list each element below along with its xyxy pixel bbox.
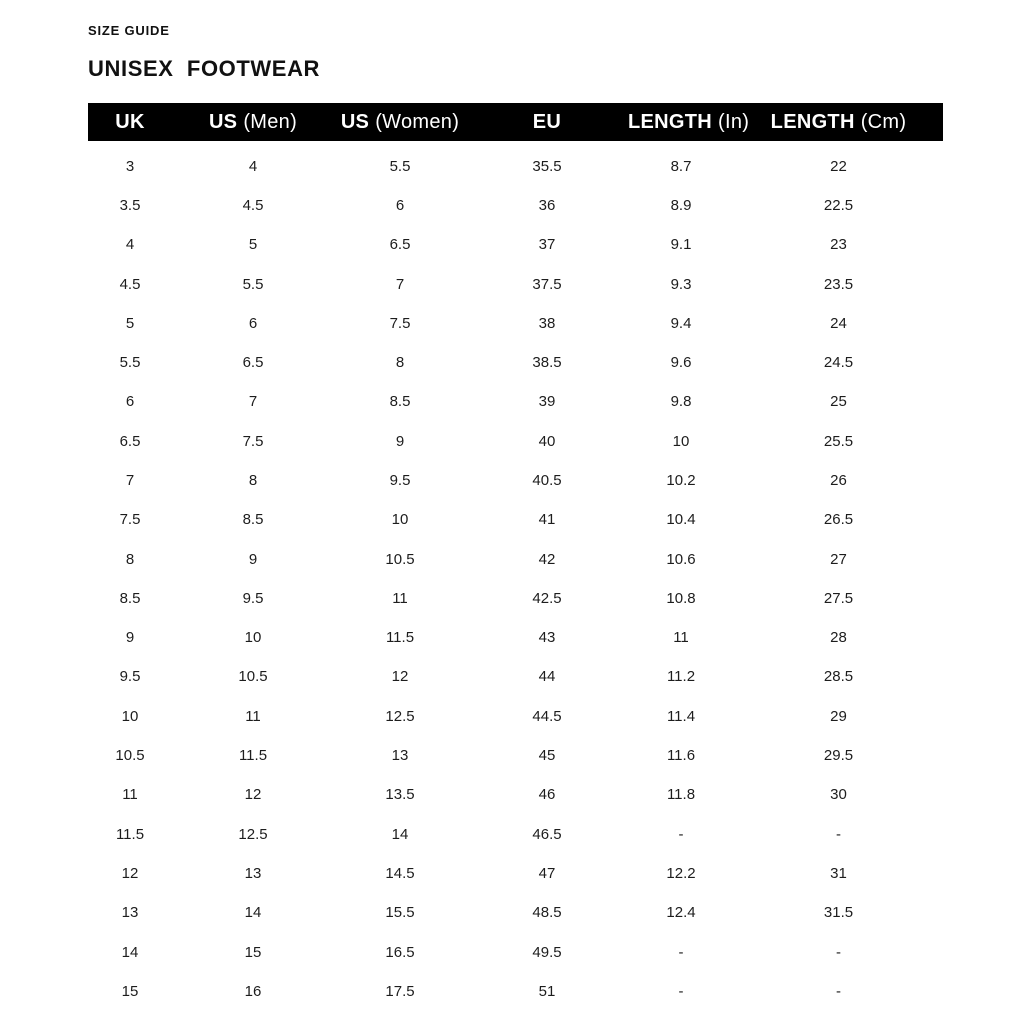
- column-header-length-cm-label: LENGTH: [770, 110, 855, 133]
- table-row: [88, 146, 943, 185]
- table-cell: 14: [121, 943, 139, 961]
- table-cell: 7: [395, 275, 405, 293]
- table-cell: 36: [538, 196, 556, 214]
- table-row: [88, 618, 943, 657]
- table-row: [88, 304, 943, 343]
- column-header-uk-label: UK: [115, 110, 145, 133]
- table-cell: 51: [538, 982, 556, 1000]
- table-cell: 28: [830, 629, 847, 647]
- column-header-us-men-suffix: (Men): [243, 110, 298, 133]
- table-cell: 8.5: [242, 511, 264, 529]
- table-cell: 23: [830, 236, 847, 254]
- table-cell: 11.6: [666, 747, 696, 765]
- table-cell: 24.5: [823, 354, 854, 372]
- table-cell: 12: [391, 668, 409, 686]
- table-row: [88, 382, 943, 421]
- table-cell: 22.5: [823, 196, 854, 214]
- table-row: [88, 697, 943, 736]
- table-row: [88, 343, 943, 382]
- table-cell: 6: [395, 196, 405, 214]
- table-cell: 12.5: [238, 825, 268, 843]
- table-cell: 5: [248, 236, 258, 254]
- column-header-us-men-label: US: [208, 110, 238, 133]
- table-cell: -: [678, 982, 684, 1000]
- table-cell: 39: [538, 393, 556, 411]
- table-cell: -: [836, 943, 841, 961]
- table-row: [88, 854, 943, 893]
- table-cell: 6: [125, 393, 135, 411]
- table-cell: 29.5: [823, 747, 854, 765]
- table-cell: 10.4: [666, 511, 696, 529]
- table-row: [88, 893, 943, 932]
- table-cell: 9.5: [242, 589, 264, 607]
- table-cell: 11.2: [666, 668, 696, 686]
- table-cell: 45: [538, 747, 556, 765]
- table-row: [88, 775, 943, 814]
- table-cell: 5.5: [119, 354, 141, 372]
- column-header-length-cm-suffix: (Cm): [860, 110, 907, 133]
- table-cell: 9.3: [670, 275, 692, 293]
- table-cell: 5.5: [242, 275, 264, 293]
- table-cell: 9.1: [670, 236, 692, 254]
- table-cell: 27.5: [823, 589, 854, 607]
- table-cell: -: [678, 825, 684, 843]
- table-cell: 13: [391, 747, 409, 765]
- table-cell: 4: [248, 157, 258, 175]
- table-cell: 40.5: [532, 472, 562, 489]
- table-cell: 4: [125, 236, 135, 254]
- table-cell: 42.5: [532, 589, 562, 607]
- table-cell: 10.5: [238, 668, 268, 686]
- table-cell: 15: [244, 943, 262, 961]
- table-row: [88, 422, 943, 461]
- table-cell: 31: [830, 864, 847, 882]
- table-cell: 8: [248, 472, 258, 489]
- table-cell: 38.5: [532, 354, 562, 372]
- table-row: [88, 972, 943, 1011]
- table-cell: 12.2: [666, 864, 696, 882]
- table-row: [88, 815, 943, 854]
- table-cell: 8.9: [670, 196, 692, 214]
- table-row: [88, 579, 943, 618]
- table-cell: 6: [248, 314, 258, 332]
- table-cell: 12: [121, 864, 139, 882]
- table-row: [88, 736, 943, 775]
- page-eyebrow: SIZE GUIDE: [88, 23, 170, 38]
- table-cell: 27: [830, 550, 847, 568]
- table-cell: 4.5: [119, 275, 141, 293]
- page-title: UNISEX FOOTWEAR: [88, 56, 321, 82]
- table-cell: 11.5: [115, 825, 145, 843]
- column-header-uk: [88, 111, 172, 134]
- table-cell: 30: [830, 786, 847, 804]
- table-row: [88, 500, 943, 539]
- table-cell: 8.7: [670, 157, 692, 175]
- table-cell: 11.8: [666, 786, 696, 804]
- table-cell: 11: [122, 786, 138, 804]
- table-cell: -: [678, 943, 684, 961]
- table-cell: 9.6: [670, 354, 692, 372]
- table-cell: 46: [538, 786, 556, 804]
- table-cell: 7.5: [119, 511, 141, 529]
- table-row: [88, 932, 943, 971]
- column-header-length-in-label: LENGTH: [628, 110, 713, 133]
- table-cell: 10.5: [115, 747, 145, 765]
- table-cell: 13.5: [385, 786, 415, 804]
- table-cell: 17.5: [385, 982, 415, 1000]
- table-cell: 44: [538, 668, 556, 686]
- table-cell: 8: [125, 550, 135, 568]
- table-cell: 9.5: [389, 472, 411, 489]
- table-cell: 25.5: [823, 432, 854, 450]
- table-cell: 3: [125, 157, 135, 175]
- table-cell: 8: [395, 354, 405, 372]
- table-cell: 43: [538, 629, 556, 647]
- table-cell: 10.8: [666, 589, 696, 607]
- table-cell: 11.4: [666, 707, 696, 725]
- table-cell: 14.5: [385, 864, 415, 882]
- table-cell: 48.5: [532, 904, 562, 922]
- table-cell: 14: [391, 825, 409, 843]
- table-cell: 10: [244, 629, 262, 647]
- column-header-us-women-suffix: (Women): [375, 110, 460, 133]
- table-cell: 12.5: [385, 707, 415, 725]
- table-cell: 49.5: [532, 943, 562, 961]
- table-cell: 31.5: [823, 904, 854, 922]
- table-cell: 7.5: [242, 432, 264, 450]
- table-cell: 9.8: [670, 393, 692, 411]
- column-header-us-men: [172, 111, 334, 134]
- table-cell: 5: [125, 314, 135, 332]
- table-cell: 5.5: [389, 157, 411, 175]
- table-cell: 40: [538, 432, 556, 450]
- size-guide-page: [88, 0, 943, 1011]
- table-cell: 10.2: [666, 472, 696, 489]
- table-cell: 10.6: [666, 550, 696, 568]
- table-cell: 44.5: [532, 707, 562, 725]
- table-cell: 42: [538, 550, 556, 568]
- table-cell: 7: [125, 472, 135, 489]
- table-cell: 16: [244, 982, 262, 1000]
- column-header-eu-label: EU: [532, 110, 562, 133]
- table-row: [88, 264, 943, 303]
- table-cell: 6.5: [242, 354, 264, 372]
- table-cell: 13: [121, 904, 139, 922]
- table-cell: 23.5: [823, 275, 854, 293]
- table-cell: 11: [245, 707, 261, 725]
- table-cell: 25: [830, 393, 847, 411]
- table-cell: 11: [673, 629, 689, 647]
- table-row: [88, 225, 943, 264]
- table-header-row: [88, 103, 943, 141]
- table-row: [88, 657, 943, 696]
- table-cell: 10: [391, 511, 409, 529]
- table-cell: 28.5: [823, 668, 854, 686]
- table-cell: 9: [125, 629, 135, 647]
- table-cell: 14: [244, 904, 262, 922]
- column-header-us-women-label: US: [340, 110, 370, 133]
- column-header-eu: [466, 111, 628, 134]
- table-cell: 10.5: [385, 550, 415, 568]
- table-cell: 9.4: [670, 314, 692, 332]
- column-header-us-women: [334, 111, 466, 134]
- table-cell: 7.5: [389, 314, 411, 332]
- table-cell: -: [836, 982, 841, 1000]
- table-cell: 24: [830, 314, 847, 332]
- table-cell: 9.5: [119, 668, 141, 686]
- table-cell: 35.5: [532, 157, 562, 175]
- table-cell: -: [836, 825, 841, 843]
- table-cell: 15.5: [385, 904, 415, 922]
- table-cell: 6.5: [119, 432, 141, 450]
- table-cell: 12: [244, 786, 262, 804]
- table-row: [88, 539, 943, 578]
- table-cell: 29: [830, 707, 847, 725]
- table-cell: 41: [538, 511, 556, 529]
- table-cell: 46.5: [532, 825, 562, 843]
- table-cell: 6.5: [389, 236, 411, 254]
- column-header-length-cm: [734, 111, 943, 134]
- table-row: [88, 461, 943, 500]
- column-header-length-in: [628, 110, 750, 134]
- table-cell: 11.5: [385, 629, 415, 647]
- table-cell: 10: [672, 432, 690, 450]
- table-body: [88, 146, 943, 1011]
- table-cell: 8.5: [389, 393, 411, 411]
- column-header-length-in-suffix: (In): [718, 110, 750, 133]
- table-cell: 12.4: [666, 904, 696, 922]
- size-table: [88, 103, 943, 1011]
- table-cell: 38: [538, 314, 556, 332]
- table-cell: 13: [244, 864, 262, 882]
- table-cell: 26: [830, 472, 847, 489]
- table-cell: 37.5: [532, 275, 562, 293]
- table-cell: 16.5: [385, 943, 415, 961]
- table-cell: 22: [830, 157, 847, 175]
- table-cell: 8.5: [119, 589, 141, 607]
- table-cell: 15: [121, 982, 139, 1000]
- table-cell: 9: [248, 550, 258, 568]
- table-cell: 26.5: [823, 511, 854, 529]
- table-cell: 47: [538, 864, 556, 882]
- table-cell: 9: [395, 432, 405, 450]
- table-row: [88, 186, 943, 225]
- table-cell: 10: [121, 707, 139, 725]
- table-cell: 3.5: [119, 196, 141, 214]
- table-cell: 7: [248, 393, 258, 411]
- table-cell: 11: [392, 589, 408, 607]
- table-cell: 4.5: [242, 196, 264, 214]
- table-cell: 11.5: [238, 747, 268, 765]
- table-cell: 37: [538, 236, 556, 254]
